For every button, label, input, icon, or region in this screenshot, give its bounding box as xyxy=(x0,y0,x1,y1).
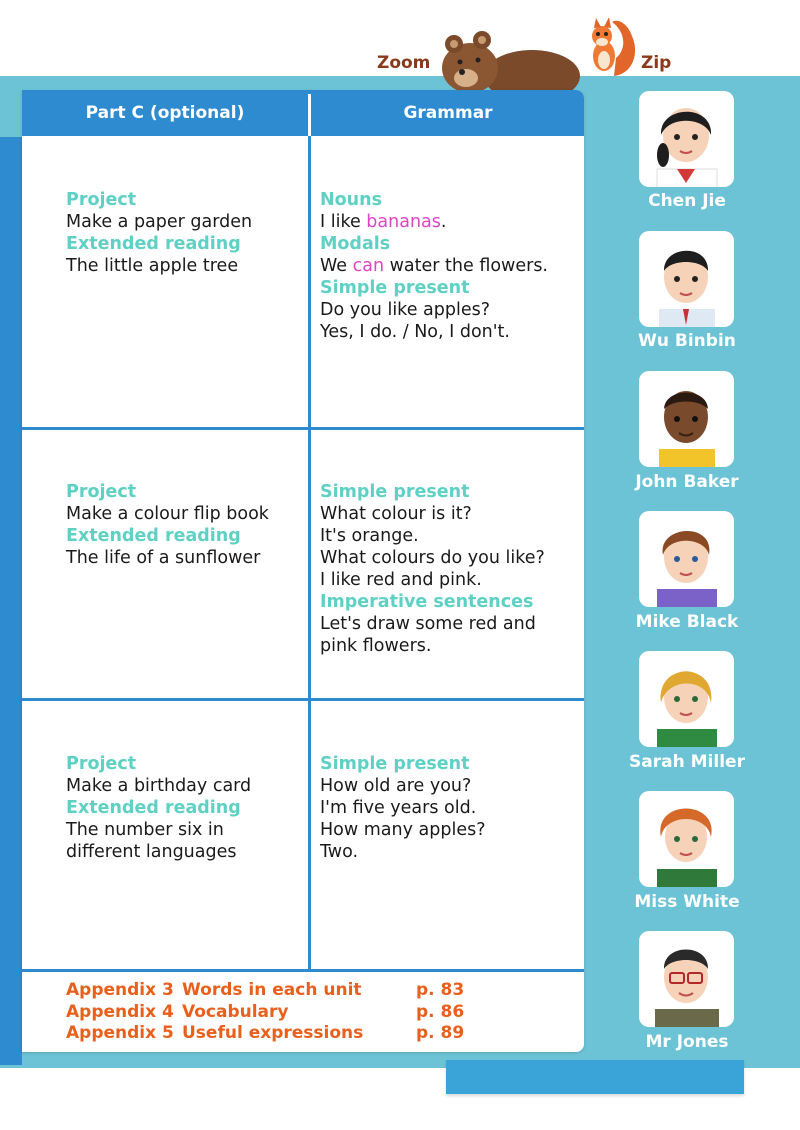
character-card-miss-white xyxy=(639,791,734,887)
appendix-title: Vocabulary xyxy=(182,1001,289,1022)
character-card-wu-binbin xyxy=(639,231,734,327)
table-header xyxy=(22,90,584,136)
column-header-part-c: Part C (optional) xyxy=(85,103,245,123)
row-2-part-c-cell xyxy=(66,481,269,569)
project-label: Project xyxy=(66,754,137,774)
grammar-example: I like bananas. xyxy=(320,212,447,232)
extended-reading-label: Extended reading xyxy=(66,234,241,254)
appendix-row xyxy=(66,980,566,1002)
appendix-page: p. 86 xyxy=(416,1001,465,1022)
header-divider xyxy=(308,94,311,136)
grammar-example: What colours do you like? xyxy=(320,548,545,568)
grammar-example: Two. xyxy=(320,842,359,862)
appendix-title: Words in each unit xyxy=(182,980,362,1000)
boy-portrait-icon xyxy=(639,371,734,467)
appendix-page: p. 89 xyxy=(416,1023,465,1043)
left-edge-strip xyxy=(0,137,22,1065)
grammar-example: Do you like apples? xyxy=(320,300,491,320)
appendix-row xyxy=(66,1002,566,1024)
row-1-grammar-cell xyxy=(320,189,548,343)
grammar-example: Yes, I do. / No, I don't. xyxy=(320,322,510,342)
highlighted-word: bananas xyxy=(366,212,441,232)
grammar-example: pink flowers. xyxy=(320,636,432,656)
woman-portrait-icon xyxy=(639,791,734,887)
man-portrait-icon xyxy=(639,931,734,1027)
grammar-label: Nouns xyxy=(320,190,383,210)
project-text: Make a paper garden xyxy=(66,212,253,232)
extended-reading-label: Extended reading xyxy=(66,526,241,546)
appendix-list xyxy=(66,980,566,1045)
extended-reading-label: Extended reading xyxy=(66,798,241,818)
character-name: Chen Jie xyxy=(648,191,726,211)
grammar-example: It's orange. xyxy=(320,526,419,546)
grammar-label: Simple present xyxy=(320,482,470,502)
grammar-example: We can water the flowers. xyxy=(320,256,548,276)
character-card-mr-jones xyxy=(639,931,734,1027)
grammar-example: What colour is it? xyxy=(320,504,472,524)
extended-reading-text: The number six in xyxy=(66,820,224,840)
character-name: Mr Jones xyxy=(645,1032,729,1052)
bottom-tab xyxy=(446,1060,744,1094)
character-name: Sarah Miller xyxy=(629,752,745,772)
character-name: Miss White xyxy=(634,892,740,912)
grammar-label: Simple present xyxy=(320,278,470,298)
grammar-example: I like red and pink. xyxy=(320,570,482,590)
row-3-part-c-cell xyxy=(66,753,251,863)
row-2-grammar-cell xyxy=(320,481,545,657)
project-label: Project xyxy=(66,482,137,502)
grammar-label: Modals xyxy=(320,234,391,254)
character-name: Mike Black xyxy=(635,612,739,632)
appendix-number: Appendix 3 xyxy=(66,980,174,1000)
character-card-sarah-miller xyxy=(639,651,734,747)
project-text: Make a birthday card xyxy=(66,776,252,796)
mascot-zip-label: Zip xyxy=(641,53,672,73)
appendix-row xyxy=(66,1023,566,1045)
appendix-number: Appendix 5 xyxy=(66,1023,174,1043)
character-card-john-baker xyxy=(639,371,734,467)
character-name: John Baker xyxy=(635,472,739,492)
appendix-number: Appendix 4 xyxy=(66,1001,174,1022)
grammar-label: Simple present xyxy=(320,754,470,774)
character-card-mike-black xyxy=(639,511,734,607)
grammar-example: How many apples? xyxy=(320,820,486,840)
appendix-page: p. 83 xyxy=(416,980,465,1000)
appendix-title: Useful expressions xyxy=(182,1023,364,1043)
character-name: Wu Binbin xyxy=(638,331,736,351)
boy-portrait-icon xyxy=(639,511,734,607)
character-card-chen-jie xyxy=(639,91,734,187)
girl-portrait-icon xyxy=(639,91,734,187)
grammar-example: I'm five years old. xyxy=(320,798,477,818)
row-divider xyxy=(22,427,584,430)
grammar-example: Let's draw some red and xyxy=(320,614,536,634)
grammar-label: Imperative sentences xyxy=(320,592,534,612)
grammar-example: How old are you? xyxy=(320,776,472,796)
extended-reading-text: The life of a sunflower xyxy=(66,548,261,568)
row-divider xyxy=(22,969,584,972)
column-header-grammar: Grammar xyxy=(403,103,493,123)
extended-reading-text: The little apple tree xyxy=(66,256,239,276)
boy-portrait-icon xyxy=(639,231,734,327)
syllabus-table xyxy=(22,90,584,1052)
project-label: Project xyxy=(66,190,137,210)
row-divider xyxy=(22,698,584,701)
highlighted-word: can xyxy=(352,256,385,276)
squirrel-mascot-icon xyxy=(584,14,640,80)
mascot-zoom-label: Zoom xyxy=(377,53,431,73)
row-3-grammar-cell xyxy=(320,753,486,863)
girl-portrait-icon xyxy=(639,651,734,747)
extended-reading-text: different languages xyxy=(66,842,237,862)
row-1-part-c-cell xyxy=(66,189,252,277)
project-text: Make a colour flip book xyxy=(66,504,269,524)
column-divider xyxy=(308,136,311,972)
